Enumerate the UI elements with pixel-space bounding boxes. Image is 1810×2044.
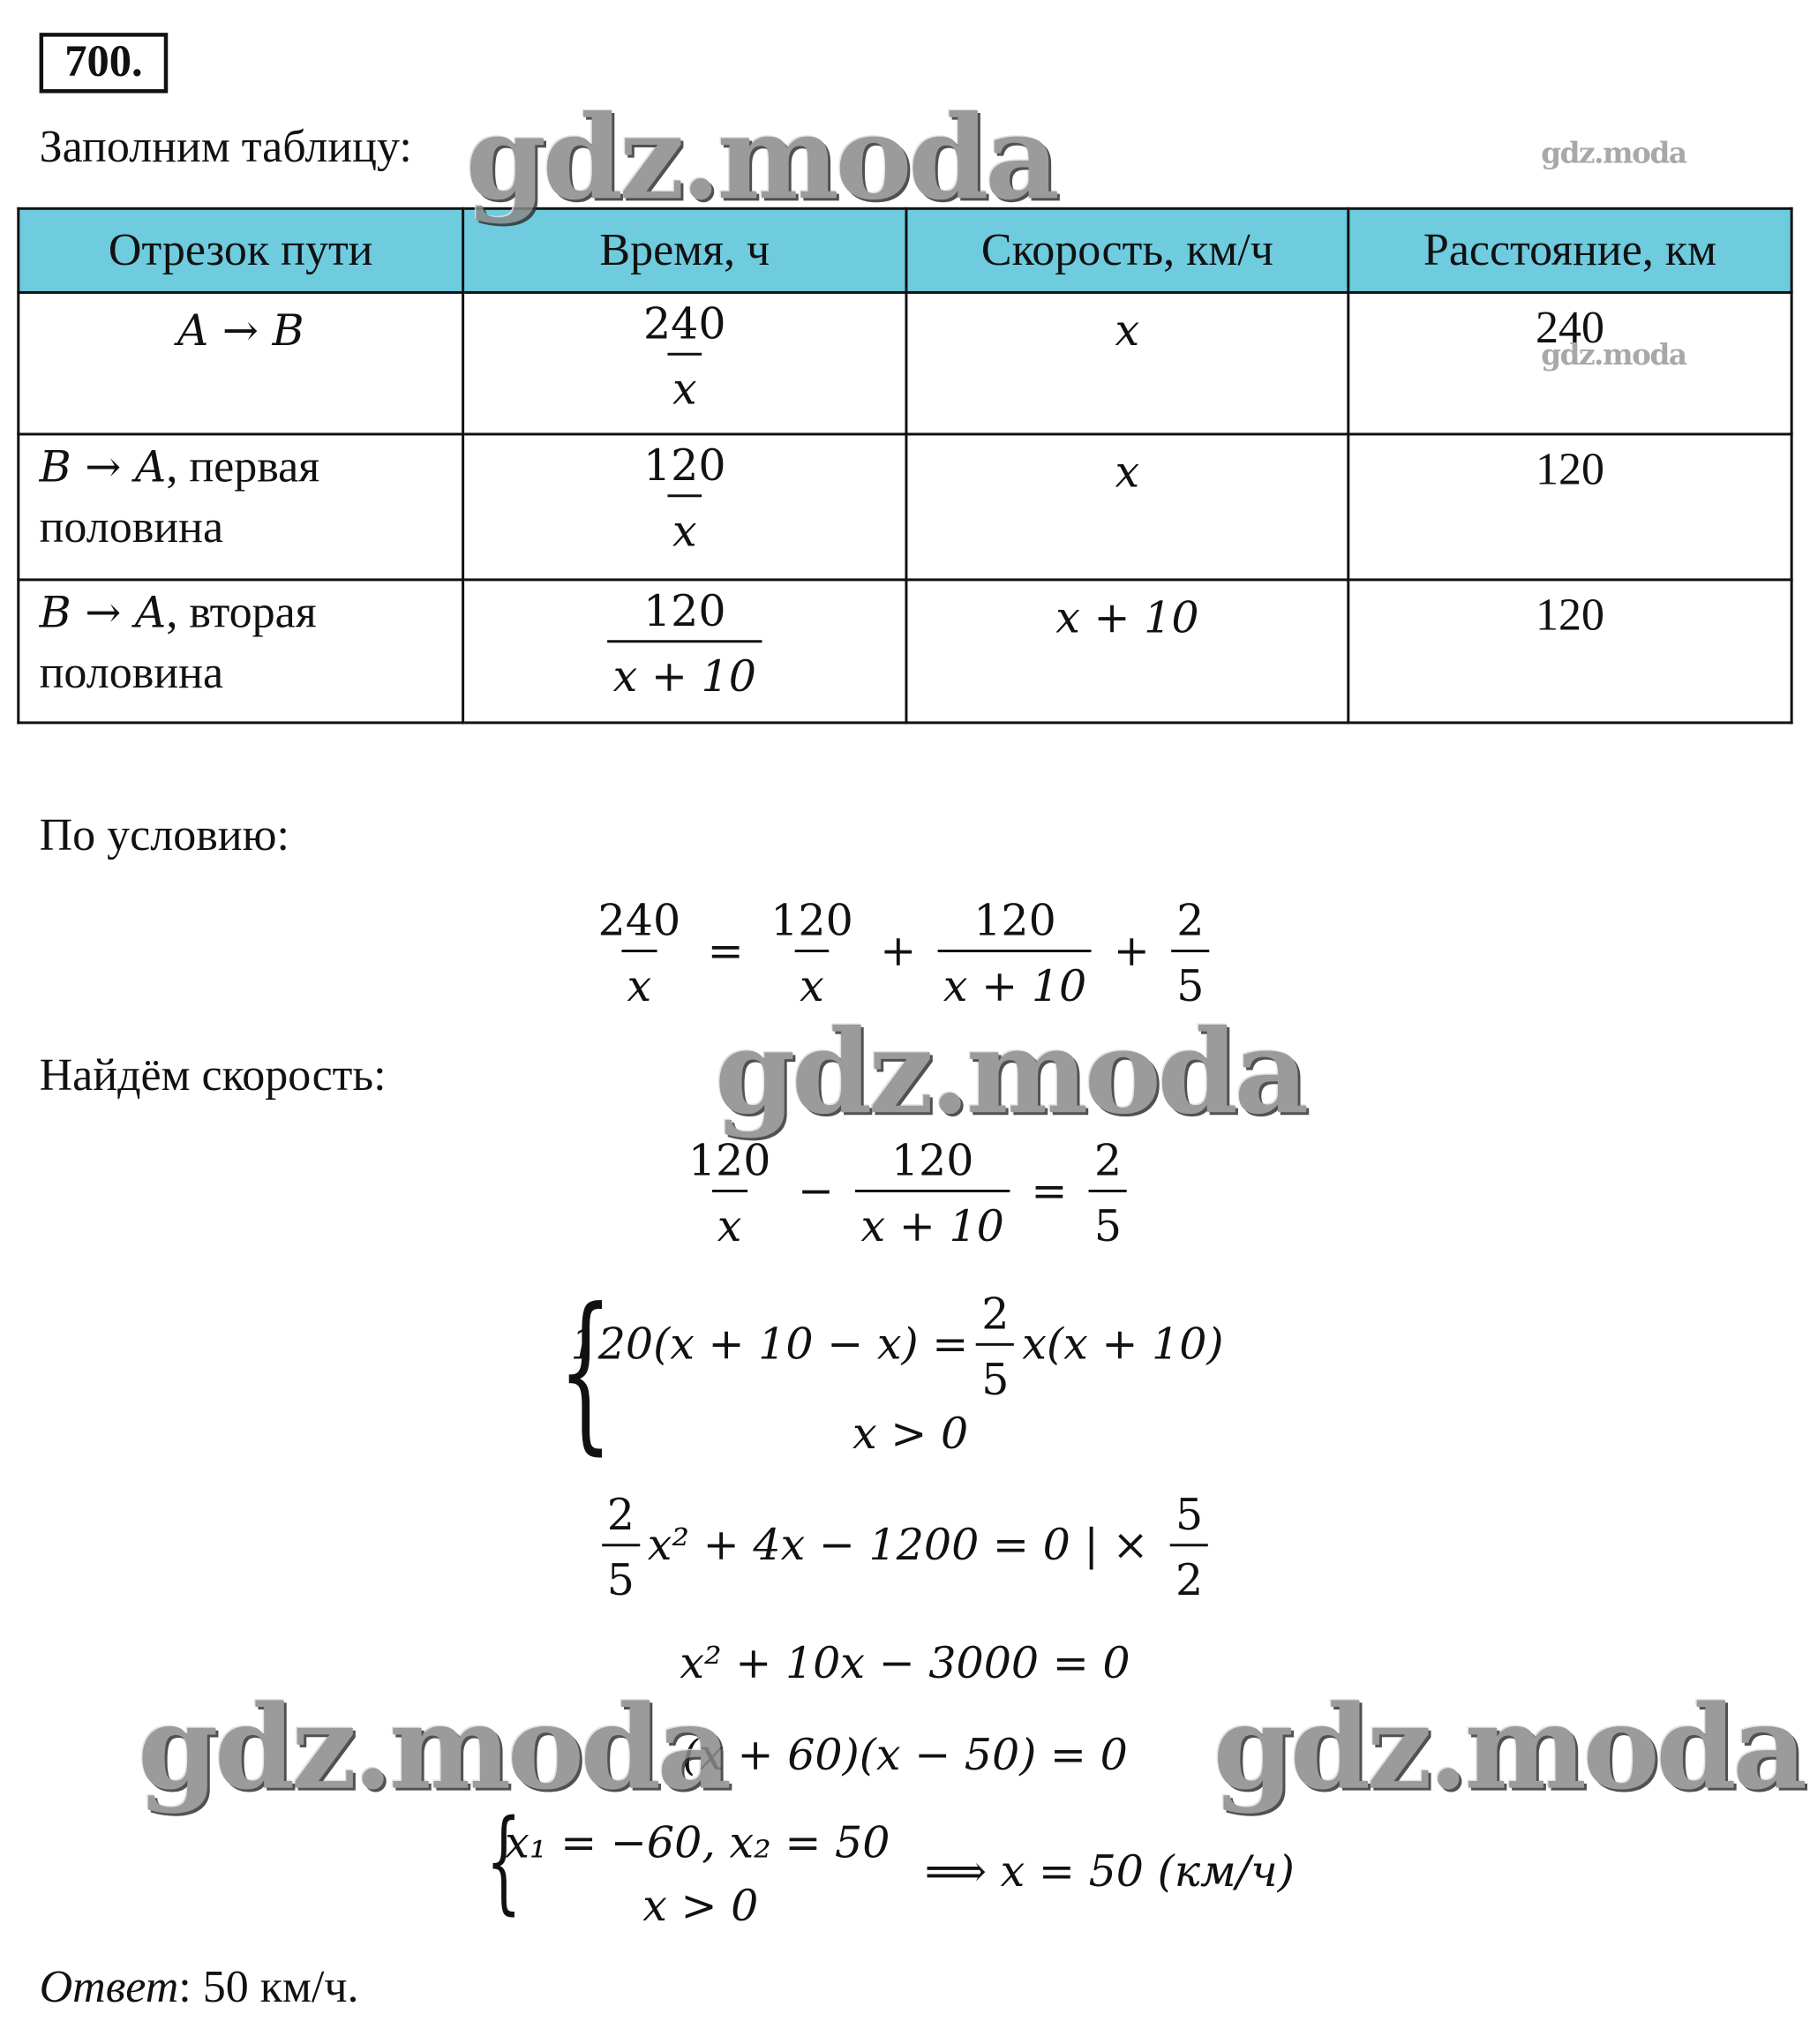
speed-cell: x + 10 <box>906 580 1348 723</box>
eq2-a-den: x <box>712 1190 747 1255</box>
watermark: gdz.moda <box>465 89 1056 226</box>
segment-note: , вторая половина <box>39 586 317 698</box>
eq1-d-num: 2 <box>1176 894 1205 946</box>
watermark-small: gdz.moda <box>1541 136 1686 171</box>
segment-cell <box>19 580 463 723</box>
eq1-d-den: 5 <box>1171 950 1209 1015</box>
time-numerator: 240 <box>642 297 726 349</box>
answer-value: : 50 км/ч. <box>178 1960 359 2012</box>
speed-cell: x <box>906 434 1348 580</box>
equation-1 <box>0 892 1806 1016</box>
eq3-frac-num: 2 <box>606 1488 635 1540</box>
intro-text: Заполним таблицу: <box>39 120 412 172</box>
eq3-mult-den: 2 <box>1170 1544 1208 1609</box>
segment-label: B → A <box>39 586 167 638</box>
distance-cell: 120 <box>1348 580 1791 723</box>
time-numerator: 120 <box>642 584 726 636</box>
eq3-frac-den: 5 <box>602 1544 640 1609</box>
table-row <box>19 580 1791 723</box>
eq1-a-num: 240 <box>597 894 681 946</box>
segment-label: B → A <box>39 440 167 492</box>
header-distance: Расстояние, км <box>1348 208 1791 292</box>
system2-result: ⟹ x = 50 (км/ч) <box>924 1845 1295 1897</box>
eq2-c-den: 5 <box>1089 1190 1127 1255</box>
system2-condition: x > 0 <box>642 1879 759 1931</box>
eq2-minus: − <box>797 1164 835 1216</box>
eq2-equals: = <box>1031 1164 1068 1216</box>
brace-icon: { <box>558 1271 613 1471</box>
answer <box>40 1961 359 2013</box>
system1-frac-den: 5 <box>976 1343 1014 1409</box>
eq1-plus: + <box>880 924 917 976</box>
watermark: gdz.moda <box>1213 1679 1804 1815</box>
brace-icon: { <box>485 1797 522 1928</box>
watermark: gdz.moda <box>138 1679 728 1815</box>
system1-frac-num: 2 <box>981 1288 1010 1340</box>
problem-number: 700. <box>40 33 169 93</box>
distance-cell: 120 <box>1348 434 1791 580</box>
watermark: gdz.moda <box>714 1003 1305 1140</box>
equation-3 <box>0 1486 1810 1610</box>
header-speed: Скорость, км/ч <box>906 208 1348 292</box>
eq1-c-den: x + 10 <box>938 950 1092 1015</box>
equation-5: (x + 60)(x − 50) = 0 <box>682 1728 1128 1780</box>
time-denominator: x + 10 <box>608 640 762 705</box>
data-table <box>17 207 1792 725</box>
eq2-b-den: x + 10 <box>856 1190 1010 1255</box>
eq3-mult-num: 5 <box>1175 1488 1204 1540</box>
table-row <box>19 434 1791 580</box>
segment-cell <box>19 434 463 580</box>
equation-2 <box>0 1132 1810 1256</box>
header-time: Время, ч <box>463 208 906 292</box>
eq3-body: x² + 4x − 1200 = 0 | × <box>647 1519 1149 1570</box>
eq1-equals: = <box>707 924 744 976</box>
time-denominator: x <box>667 353 702 418</box>
segment-cell: A → B <box>19 292 463 434</box>
equation-4: x² + 10x − 3000 = 0 <box>680 1636 1130 1688</box>
table-row <box>19 292 1791 434</box>
time-cell <box>463 580 906 723</box>
answer-label: Ответ <box>39 1960 179 2012</box>
system1-right: x(x + 10) <box>1022 1318 1224 1370</box>
eq1-plus: + <box>1113 924 1150 976</box>
distance-cell: 240 <box>1348 292 1791 434</box>
find-label: Найдём скорость: <box>39 1048 387 1101</box>
eq2-a-num: 120 <box>687 1134 771 1186</box>
eq1-a-den: x <box>622 950 657 1015</box>
eq1-c-num: 120 <box>973 894 1056 946</box>
condition-label: По условию: <box>39 808 289 860</box>
eq2-c-num: 2 <box>1093 1134 1123 1186</box>
system1-condition: x > 0 <box>852 1407 969 1459</box>
eq1-b-den: x <box>794 950 830 1015</box>
time-denominator: x <box>667 494 702 560</box>
segment-note: , первая половина <box>39 440 320 552</box>
system2-roots: x₁ = −60, x₂ = 50 <box>505 1816 890 1868</box>
eq1-b-num: 120 <box>770 894 853 946</box>
time-cell <box>463 292 906 434</box>
header-segment: Отрезок пути <box>19 208 463 292</box>
watermark-small: gdz.moda <box>1541 338 1686 373</box>
time-cell <box>463 434 906 580</box>
eq2-b-num: 120 <box>890 1134 974 1186</box>
speed-cell: x <box>906 292 1348 434</box>
time-numerator: 120 <box>642 439 726 491</box>
system1-left: 120(x + 10 − x) = <box>570 1318 969 1370</box>
